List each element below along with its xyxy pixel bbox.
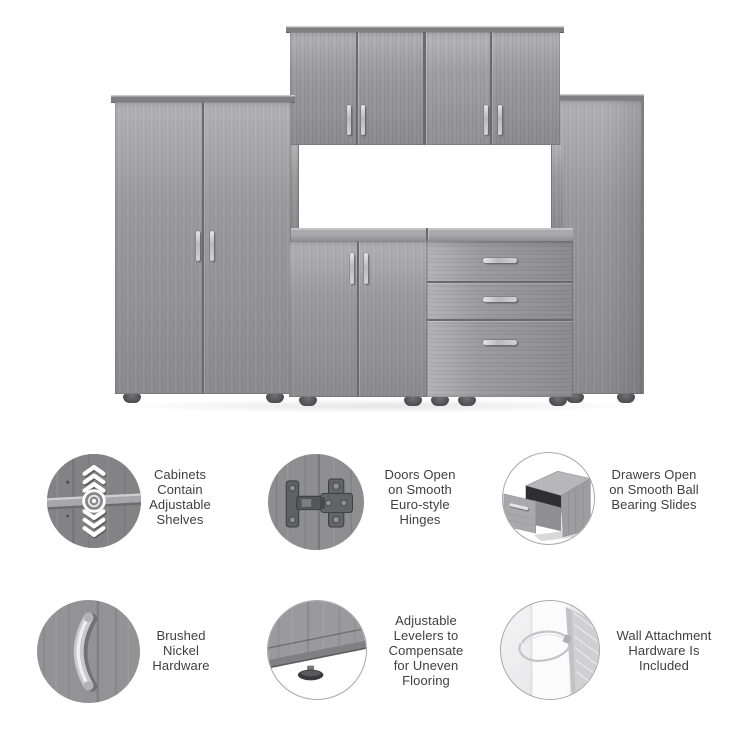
wall-attachment-icon	[500, 600, 600, 700]
base-door-cabinet	[289, 241, 427, 397]
cabinet-foot	[404, 397, 422, 406]
door-handle	[498, 105, 502, 135]
drawer-handle	[483, 258, 517, 263]
cabinet-foot	[458, 397, 476, 406]
door-handle	[347, 105, 351, 135]
drawer-slide-icon	[502, 452, 595, 545]
door-handle	[210, 231, 214, 261]
left-tall-cabinet	[115, 102, 291, 394]
drawer-seam	[427, 319, 573, 321]
door-seam	[490, 32, 492, 145]
feature-label-drawer-slides: Drawers Open on Smooth Ball Bearing Slides	[609, 467, 699, 512]
cabinet-foot	[299, 397, 317, 406]
door-seam	[356, 32, 358, 145]
door-handle	[484, 105, 488, 135]
wall-cabinet-pair	[290, 32, 560, 145]
three-drawer-unit	[427, 241, 573, 397]
cabinet-foot	[431, 397, 449, 406]
hutch-side-panel-left	[290, 145, 299, 229]
leveler-icon	[267, 600, 367, 700]
door-handle	[196, 231, 200, 261]
cabinet-foot	[617, 394, 635, 403]
door-handle	[364, 253, 368, 284]
door-handle	[350, 253, 354, 284]
door-tint	[426, 32, 490, 145]
adjustable-shelf-icon	[47, 454, 141, 548]
feature-label-nickel-hardware: Brushed Nickel Hardware	[152, 628, 210, 673]
nickel-handle-icon	[37, 600, 140, 703]
drawer-handle	[483, 297, 517, 302]
drawer-handle	[483, 340, 517, 345]
counter-surface	[285, 228, 573, 242]
feature-label-adjustable-shelves: Cabinets Contain Adjustable Shelves	[149, 467, 211, 527]
cabinet-foot	[123, 394, 141, 403]
door-handle	[361, 105, 365, 135]
door-seam	[202, 102, 204, 394]
feature-label-euro-hinges: Doors Open on Smooth Euro-style Hinges	[384, 467, 456, 527]
door-seam	[357, 241, 359, 397]
hutch-side-panel-right	[551, 145, 563, 229]
feature-label-wall-attachment: Wall Attachment Hardware Is Included	[616, 628, 712, 673]
counter-seam	[426, 228, 428, 241]
cabinet-foot	[549, 397, 567, 406]
feature-label-levelers: Adjustable Levelers to Compensate for Uneven Flooring	[388, 613, 464, 688]
drawer-seam	[427, 281, 573, 283]
cabinet-foot	[266, 394, 284, 403]
euro-hinge-icon	[268, 454, 364, 550]
